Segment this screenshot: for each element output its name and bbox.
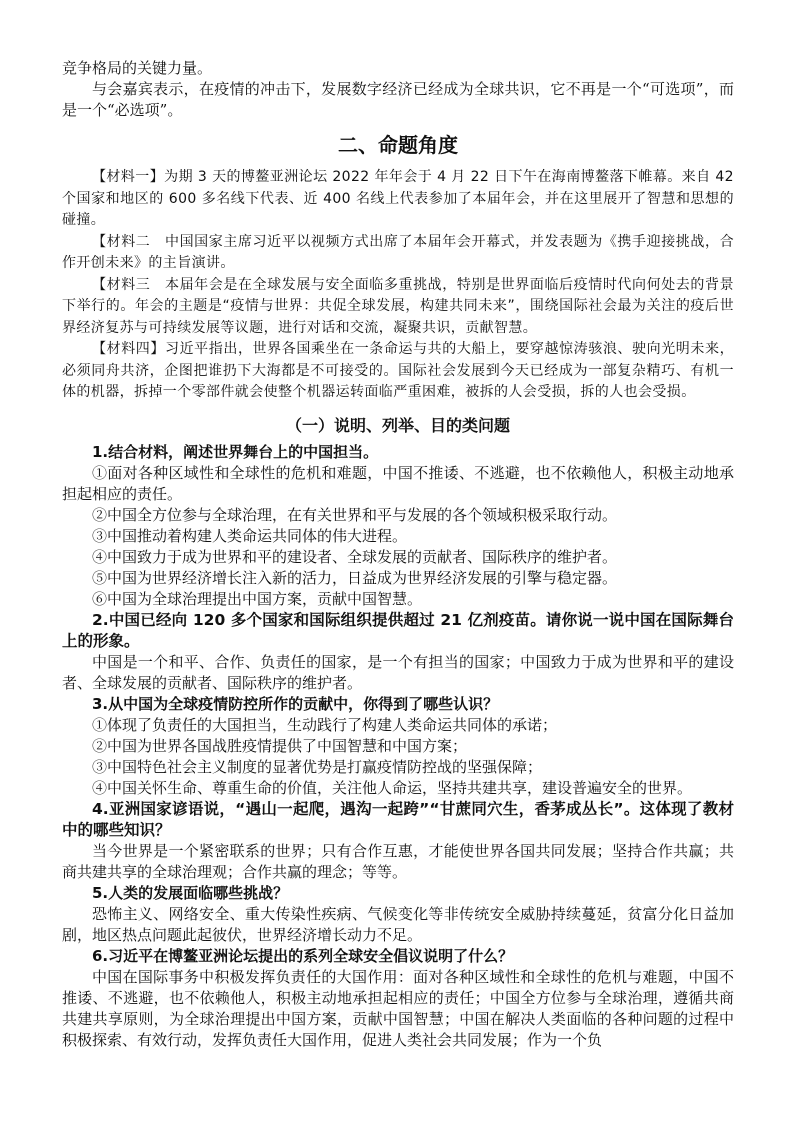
question-2: 2.中国已经向 120 多个国家和国际组织提供超过 21 亿剂疫苗。请你说一说中国在国际舞台上的形象。 xyxy=(62,610,734,650)
question-4: 4.亚洲国家谚语说，“遇山一起爬，遇沟一起跨”“甘蔗同穴生，香茅成丛长”。这体现了教材中的哪些知识？ xyxy=(62,799,734,839)
answer-3-3: ③中国特色社会主义制度的显著优势是打赢疫情防控战的坚强保障； xyxy=(92,757,543,776)
question-3: 3.从中国为全球疫情防控所作的贡献中，你得到了哪些认识？ xyxy=(92,694,499,713)
section-title: 二、命题角度 xyxy=(338,133,458,157)
answer-1-3: ③中国推动着构建人类命运共同体的伟大进程。 xyxy=(92,526,408,545)
answer-3-1: ①体现了负责任的大国担当，生动践行了构建人类命运共同体的承诺； xyxy=(92,715,558,734)
answer-1-5: ⑤中国为世界经济增长注入新的活力，日益成为世界经济发展的引擎与稳定器。 xyxy=(92,568,618,587)
intro-line-2: 与会嘉宾表示，在疫情的冲击下，发展数字经济已经成为全球共识，它不再是一个“可选项”，而是一个“必选项”。 xyxy=(62,80,734,119)
answer-5-1: 恐怖主义、网络安全、重大传染性疾病、气候变化等非传统安全威胁持续蔓延，贫富分化日益加剧，地区热点问题此起彼伏，世界经济增长动力不足。 xyxy=(62,904,734,944)
answer-1-6: ⑥中国为全球治理提出中国方案，贡献中国智慧。 xyxy=(92,589,423,608)
answer-3-2: ②中国为世界各国战胜疫情提供了中国智慧和中国方案； xyxy=(92,736,468,755)
material-4: 【材料四】习近平指出，世界各国乘坐在一条命运与共的大船上，要穿越惊涛骇浪、驶向光明未来，必须同舟共济，企图把谁扔下大海都是不可接受的。国际社会发展到今天已经成为一部复杂精巧、有机一体的机器，拆掉一个零部件就会使整个机器运转面临严重困难，被拆的人会受损，拆的人也会受损。 xyxy=(62,341,734,400)
intro-line-1: 竞争格局的关键力量。 xyxy=(62,59,213,77)
answer-2-1: 中国是一个和平、合作、负责任的国家，是一个有担当的国家；中国致力于成为世界和平的建设者、全球发展的贡献者、国际秩序的维护者。 xyxy=(62,652,734,692)
question-5: 5.人类的发展面临哪些挑战？ xyxy=(92,883,289,902)
answer-1-2: ②中国全方位参与全球治理，在有关世界和平与发展的各个领域积极采取行动。 xyxy=(92,505,618,524)
answer-4-1: 当今世界是一个紧密联系的世界；只有合作互惠，才能使世界各国共同发展；坚持合作共赢；共商共建共享的全球治理观；合作共赢的理念；等等。 xyxy=(62,841,734,881)
answer-1-1: ①面对各种区域性和全球性的危机和难题，中国不推诿、不逃避，也不依赖他人，积极主动地承担起相应的责任。 xyxy=(62,463,734,503)
material-1: 【材料一】为期 3 天的博鳌亚洲论坛 2022 年年会于 4 月 22 日下午在海南博鳌落下帷幕。来自 42 个国家和地区的 600 多名线下代表、近 400 名线上代表参加了本届年会，并在这里展开了智慧和思想的碰撞。 xyxy=(62,169,734,228)
answer-3-4: ④中国关怀生命、尊重生命的价值，关注他人命运，坚持共建共享，建设普遍安全的世界。 xyxy=(92,778,693,797)
material-2: 【材料二 中国国家主席习近平以视频方式出席了本届年会开幕式，并发表题为《携手迎接挑战，合作开创未来》的主旨演讲。 xyxy=(62,233,734,271)
document-body xyxy=(62,58,734,1051)
answer-1-4: ④中国致力于成为世界和平的建设者、全球发展的贡献者、国际秩序的维护者。 xyxy=(92,547,618,566)
material-3: 【材料三 本届年会是在全球发展与安全面临多重挑战，特别是世界面临后疫情时代向何处去的背景下举行的。年会的主题是“疫情与世界：共促全球发展，构建共同未来”，围绕国际社会最为关注的疫后世界经济复苏与可持续发展等议题，进行对话和交流，凝聚共识，贡献智慧。 xyxy=(62,276,734,336)
answer-6-1: 中国在国际事务中积极发挥负责任的大国作用：面对各种区域性和全球性的危机与难题，中国不推诿、不逃避，也不依赖他人，积极主动地承担起相应的责任；中国全方位参与全球治理，遵循共商共建共享原则，为全球治理提出中国方案，贡献中国智慧；中国在解决人类面临的各种问题的过程中积极探索、有效行动，发挥负责任大国作用，促进人类社会共同发展；作为一个负 xyxy=(62,967,734,1049)
question-1: 1.结合材料，阐述世界舞台上的中国担当。 xyxy=(92,442,379,461)
subsection-title: （一）说明、列举、目的类问题 xyxy=(285,415,510,435)
question-6: 6.习近平在博鳌亚洲论坛提出的系列全球安全倡议说明了什么？ xyxy=(92,946,514,965)
